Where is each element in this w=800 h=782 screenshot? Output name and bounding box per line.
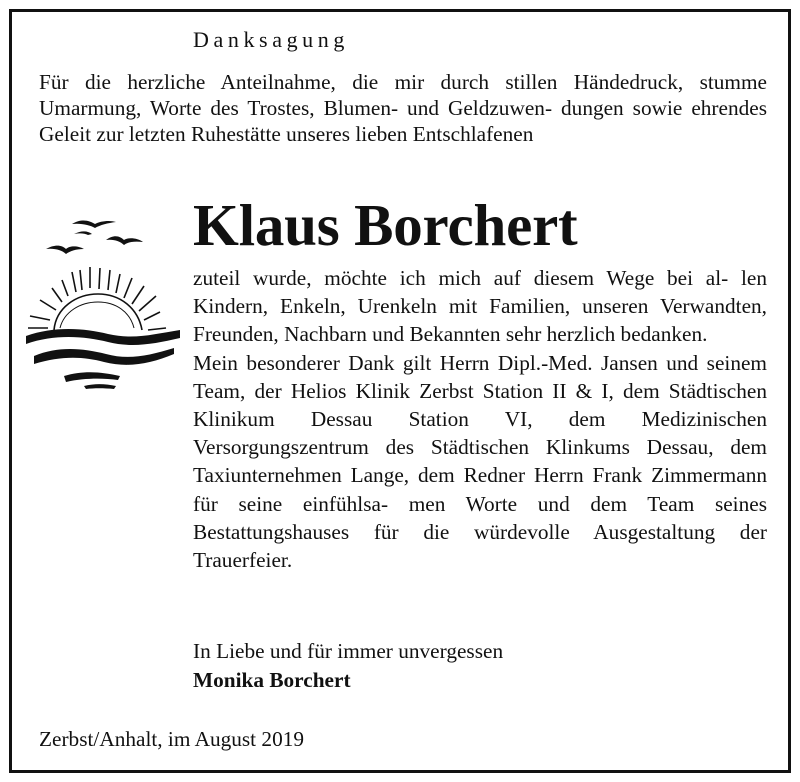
thanks-body [193, 264, 767, 574]
intro-line: Für die herzliche Anteilnahme, die mir durch stillen Händedruck, [39, 70, 684, 94]
waves-icon [26, 329, 180, 389]
intro-line: dungen sowie ehrendes Geleit zur letzten Ruhestätte unseres lieben [39, 96, 768, 147]
intro-line: stumme Umarmung, Worte des Trostes, Blumen- und Geldzuwen- [39, 70, 767, 121]
thanks-paragraph: Mein besonderer Dank gilt Herrn Dipl.-Med. Jansen und seinem Team, der Helios Klinik Zerbst Station II & I, dem Städtischen Klinikum Dessau Station VI, dem Medizinischen Versorgungszentrum des Städtischen Klinkums Dessau, dem Taxiunternehmen Lange, dem Redner Herrn Frank Zimmermann für seine einfühlsa- men Worte und dem Team seines Bestattungshauses für die würdevolle Ausgestaltung der Trauerfeier. [193, 350, 767, 573]
closing-block [193, 637, 503, 695]
place-date: Zerbst/Anhalt, im August 2019 [39, 727, 305, 751]
thanks-paragraph: zuteil wurde, möchte ich mich auf diesem Wege bei al- len Kindern, Enkeln, Urenkeln mit Familien, unseren Verwandten, Freunden, Nachbarn und Bekannten sehr herzlich bedanken. [193, 266, 767, 347]
signer-name: Monika Borchert [193, 668, 351, 692]
sunset-over-water-with-birds-icon [24, 212, 182, 390]
deceased-name: Klaus Borchert [193, 192, 578, 258]
sun-rays-icon [28, 267, 166, 330]
intro-paragraph [39, 69, 767, 148]
intro-line: Entschlafenen [412, 122, 534, 147]
notice-title: Danksagung [193, 27, 349, 52]
birds-icon [46, 221, 143, 254]
closing-line: In Liebe und für immer unvergessen [193, 639, 504, 663]
